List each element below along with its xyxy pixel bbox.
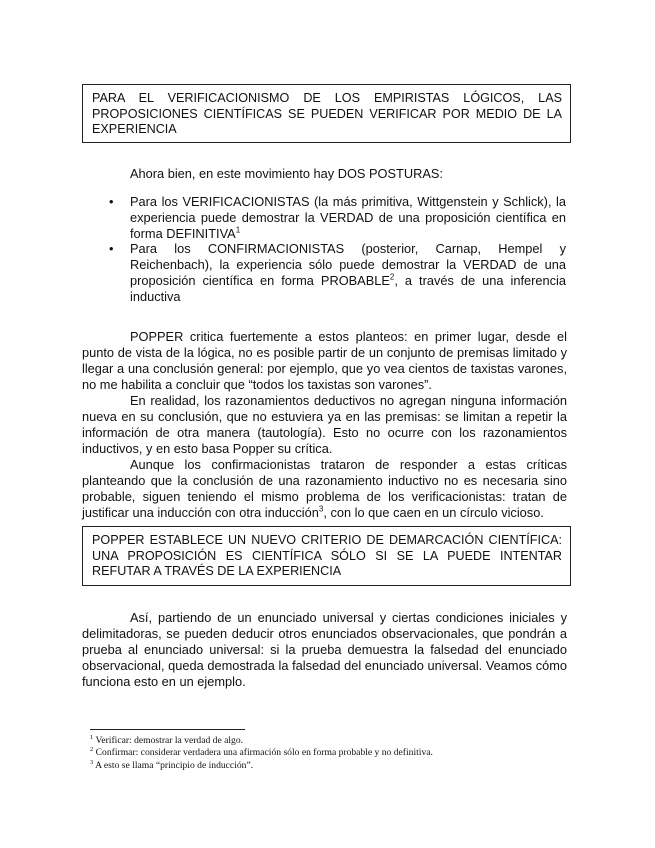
footnote-divider	[90, 729, 245, 730]
footnote-ref: 2	[389, 272, 395, 282]
heading-text: PARA EL VERIFICACIONISMO DE LOS EMPIRISTAS LÓGICOS, LAS PROPOSICIONES CIENTÍFICAS SE PUEDEN VERIFICAR POR MEDIO DE LA EXPERIENCIA	[92, 91, 562, 136]
footnotes	[90, 735, 570, 772]
paragraph-text: POPPER critica fuertemente a estos planteos: en primer lugar, desde el punto de vista de la lógica, no es posible partir de un conjunto de premisas limitado y llegar a una conclusión general: por ejemplo, que yo vea cientos de taxistas varones, no me habilita a concluir que “todos los taxistas son varones”.	[82, 329, 567, 392]
intro-text: Ahora bien, en este movimiento hay DOS POSTURAS:	[130, 166, 443, 181]
bullet-icon: •	[109, 194, 114, 209]
asi-paragraph	[82, 610, 567, 690]
paragraph	[82, 329, 567, 393]
heading-box-demarcacion	[82, 526, 571, 586]
heading-box-verificacionismo	[82, 84, 571, 143]
bullet-icon: •	[109, 241, 114, 257]
popper-section	[82, 329, 567, 521]
paragraph-text: Aunque los confirmacionistas trataron de responder a estas críticas planteando que la conclusión de una razonamiento inductivo no es necesaria sino probable, siguen teniendo el mismo problema de los verificacionistas: tratan de justificar una inducción con otra inducción	[82, 457, 567, 520]
list-item-text: Para los VERIFICACIONISTAS (la más primitiva, Wittgenstein y Schlick), la experiencia puede demostrar la VERDAD de una proposición científica en forma DEFINITIVA	[130, 194, 566, 241]
footnote-ref: 1	[235, 225, 241, 235]
footnote-number: 3	[90, 758, 94, 766]
footnote-text: A esto se llama “principio de inducción”.	[95, 759, 254, 771]
paragraph-text: Así, partiendo de un enunciado universal y ciertas condiciones iniciales y delimitadoras, se pueden deducir otros enunciados observacionales, que pondrán a prueba al enunciado universal: si la prueba demuestra la falsedad del enunciado observacional, queda demostrada la falsedad del enunciado universal. Veamos cómo funciona esto en un ejemplo.	[82, 610, 567, 689]
paragraph-text-after: , con lo que caen en un círculo vicioso.	[323, 505, 544, 520]
list-item	[106, 241, 566, 304]
footnote	[90, 760, 570, 772]
footnote	[90, 735, 570, 747]
paragraph-text: En realidad, los razonamientos deductivos no agregan ninguna información nueva en su conclusión, que no estuviera ya en las premisas: se limitan a repetir la información de otra manera (tautología). Esto no ocurre con los razonamientos inductivos, y en esto basa Popper su crítica.	[82, 393, 567, 456]
footnote-number: 2	[90, 746, 94, 754]
footnote-text: Verificar: demostrar la verdad de algo.	[95, 735, 244, 746]
footnote-number: 1	[90, 733, 94, 741]
paragraph	[82, 457, 567, 521]
list-item-text-after: , a través de una inferencia inductiva	[130, 272, 567, 304]
list-item-text: Para los CONFIRMACIONISTAS (posterior, Carnap, Hempel y Reichenbach), la experiencia sólo puede demostrar la VERDAD de una proposición científica en forma PROBABLE	[130, 241, 566, 288]
footnote-ref: 3	[318, 504, 324, 514]
footnote	[90, 747, 570, 759]
list-item	[106, 194, 566, 241]
postures-list	[106, 194, 566, 305]
footnote-text: Confirmar: considerar verdadera una afirmación sólo en forma probable y no definitiva.	[95, 747, 433, 759]
paragraph	[82, 393, 567, 457]
heading-text: POPPER ESTABLECE UN NUEVO CRITERIO DE DEMARCACIÓN CIENTÍFICA: UNA PROPOSICIÓN ES CIENTÍFICA SÓLO SI SE LA PUEDE INTENTAR REFUTAR A TRAVÉS DE LA EXPERIENCIA	[92, 533, 562, 578]
